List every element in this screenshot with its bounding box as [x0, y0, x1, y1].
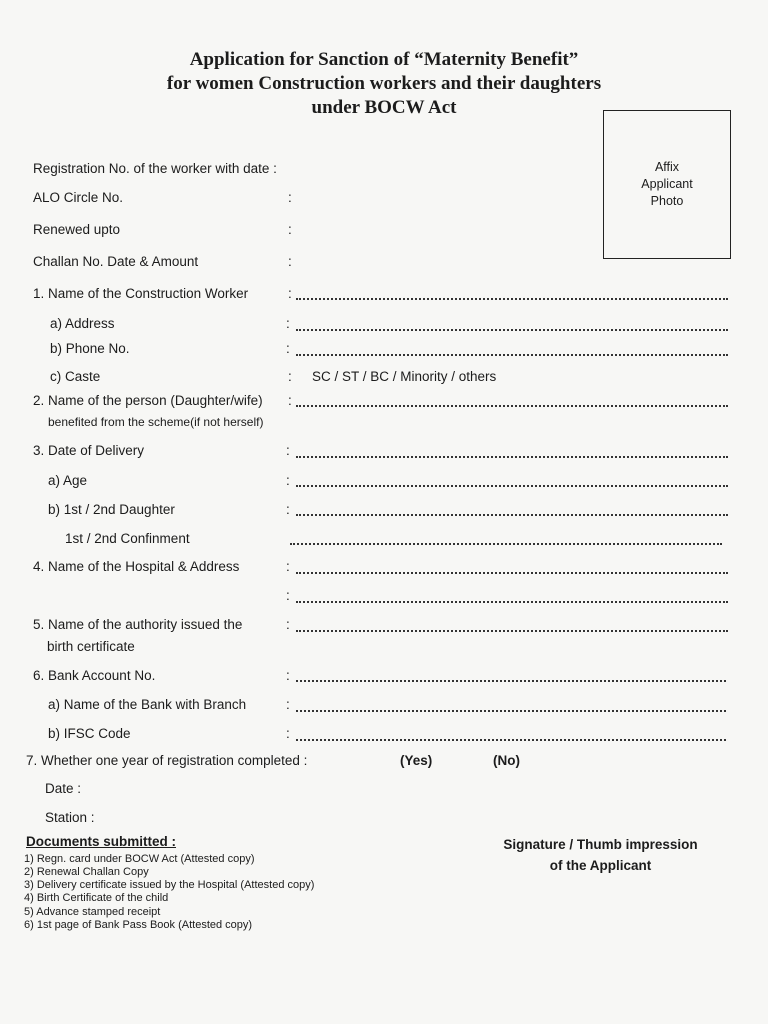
confinment-label: 1st / 2nd Confinment	[65, 531, 190, 546]
signature-block	[488, 834, 713, 876]
challan-label: Challan No. Date & Amount	[33, 254, 199, 269]
yes-option[interactable]: (Yes)	[400, 753, 433, 768]
document-item: 5) Advance stamped receipt	[24, 906, 161, 918]
age-label: a) Age	[48, 473, 88, 488]
colon: :	[286, 443, 290, 458]
colon: :	[286, 726, 290, 741]
daughter-field[interactable]	[296, 512, 728, 516]
registration-complete-label: 7. Whether one year of registration completed :	[26, 753, 308, 768]
colon: :	[286, 559, 290, 574]
confinment-field[interactable]	[290, 541, 722, 545]
colon: :	[288, 393, 292, 408]
document-item: 1) Regn. card under BOCW Act (Attested copy)	[24, 853, 255, 865]
signature-line-1: Signature / Thumb impression	[503, 837, 698, 852]
caste-label: c) Caste	[50, 369, 101, 384]
delivery-date-label: 3. Date of Delivery	[33, 443, 145, 458]
beneficiary-label: 2. Name of the person (Daughter/wife)	[33, 393, 263, 408]
bank-name-field[interactable]	[296, 708, 726, 712]
age-field[interactable]	[296, 483, 728, 487]
hospital-address-field[interactable]	[296, 599, 728, 603]
station-label: Station :	[45, 810, 95, 825]
colon: :	[286, 697, 290, 712]
ifsc-label: b) IFSC Code	[48, 726, 131, 741]
colon: :	[288, 254, 292, 269]
phone-field[interactable]	[296, 352, 728, 356]
hospital-label: 4. Name of the Hospital & Address	[33, 559, 240, 574]
applicant-photo-box	[603, 110, 731, 259]
bank-name-label: a) Name of the Bank with Branch	[48, 697, 247, 712]
ifsc-field[interactable]	[296, 737, 726, 741]
beneficiary-field[interactable]	[296, 403, 728, 407]
date-label: Date :	[45, 781, 82, 796]
phone-label: b) Phone No.	[50, 341, 130, 356]
bank-account-label: 6. Bank Account No.	[33, 668, 156, 683]
documents-heading: Documents submitted :	[26, 834, 177, 849]
colon: :	[286, 668, 290, 683]
registration-label: Registration No. of the worker with date :	[33, 161, 277, 176]
colon: :	[288, 190, 292, 205]
photo-box-line-1: Affix	[654, 160, 680, 174]
colon: :	[286, 473, 290, 488]
colon: :	[288, 369, 292, 384]
hospital-field[interactable]	[296, 570, 728, 574]
authority-label: 5. Name of the authority issued the	[33, 617, 243, 632]
bank-account-field[interactable]	[296, 678, 726, 682]
form-title-line-1: Application for Sanction of “Maternity Benefit”	[189, 49, 579, 70]
document-item: 3) Delivery certificate issued by the Hospital (Attested copy)	[24, 879, 315, 891]
worker-name-label: 1. Name of the Construction Worker	[33, 286, 249, 301]
colon: :	[286, 316, 290, 331]
beneficiary-note: benefited from the scheme(if not herself)	[48, 415, 264, 429]
form-title-line-2: for women Construction workers and their daughters	[166, 73, 602, 94]
document-item: 2) Renewal Challan Copy	[24, 866, 149, 878]
address-field[interactable]	[296, 327, 728, 331]
alo-circle-label: ALO Circle No.	[33, 190, 124, 205]
colon: :	[286, 588, 290, 603]
colon: :	[288, 222, 292, 237]
no-option[interactable]: (No)	[493, 753, 520, 768]
authority-note: birth certificate	[47, 639, 135, 654]
signature-line-2: of the Applicant	[549, 858, 652, 873]
daughter-label: b) 1st / 2nd Daughter	[48, 502, 175, 517]
delivery-date-field[interactable]	[296, 454, 728, 458]
colon: :	[286, 617, 290, 632]
renewed-upto-label: Renewed upto	[33, 222, 121, 237]
photo-box-line-2: Applicant	[641, 177, 693, 191]
worker-name-field[interactable]	[296, 296, 728, 300]
authority-field[interactable]	[296, 628, 728, 632]
address-label: a) Address	[50, 316, 115, 331]
colon: :	[286, 502, 290, 517]
caste-options[interactable]: SC / ST / BC / Minority / others	[312, 369, 497, 384]
colon: :	[286, 341, 290, 356]
colon: :	[288, 286, 292, 301]
document-item: 4) Birth Certificate of the child	[24, 892, 169, 904]
form-title-line-3: under BOCW Act	[311, 97, 457, 118]
photo-box-line-3: Photo	[650, 194, 684, 208]
document-item: 6) 1st page of Bank Pass Book (Attested copy)	[24, 919, 253, 931]
